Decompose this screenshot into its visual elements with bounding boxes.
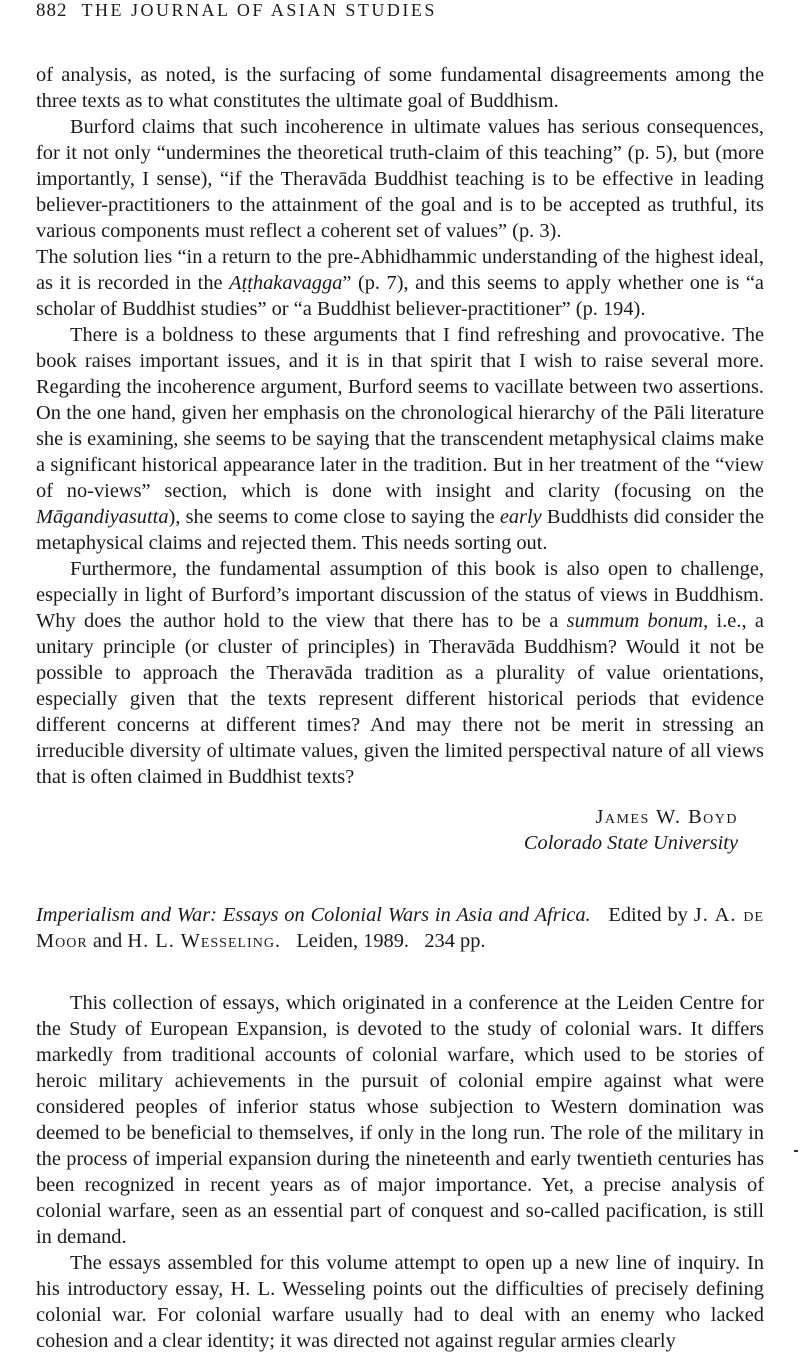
- editor-name: J. A. de Moor: [36, 904, 764, 952]
- margin-mark: [794, 1150, 798, 1152]
- text-run: There is a boldness to these arguments that I find refreshing and provocative. The book raises important issues, and it is in that spirit that I wish to raise several more. Regarding the incoherence argument, Burford seems to vacillate between two assertions. On the one hand, given her emphasis on the chronological hierarchy of the Pāli literature she is examining, she seems to be saying that the transcendent metaphysical claims make a significant historical appearance later in the tradition. But in her treatment of the “view of no-views” section, which is done with insight and clarity (focusing on the: [36, 324, 764, 502]
- italic-title: Aṭṭhakavagga: [229, 272, 343, 294]
- book-title: Imperialism and War: Essays on Colonial Wars in Asia and Africa.: [36, 904, 591, 926]
- paragraph: of analysis, as noted, is the surfacing of some fundamental disagreements among the three texts as to what constitutes the ultimate goal of Buddhism.: [36, 64, 764, 112]
- paragraph: This collection of essays, which originated in a conference at the Leiden Centre for the Study of European Expansion, is devoted to the study of colonial wars. It differs markedly from traditional accounts of colonial warfare, which used to be stories of heroic military achievements in the pursuit of colonial empire against what were considered peoples of inferior status whose subjection to Western domination was deemed to be beneficial to themselves, if only in the long run. The role of the military in the process of imperial expansion during the nineteenth and early twentieth centuries has been recognized in recent years as of major importance. Yet, a precise analysis of colonial warfare, seen as an essential part of conquest and so-called pacification, is still in demand.: [36, 992, 764, 1248]
- review-1-body: [36, 62, 764, 790]
- edited-by: Edited by: [608, 904, 688, 926]
- conjunction: and: [92, 930, 123, 952]
- review-2-body: [36, 990, 764, 1354]
- italic-word: early: [499, 506, 542, 528]
- book-citation: [36, 902, 764, 954]
- text-run: The solution lies “in a return to the pre-Abhidhammic understanding of the highest ideal, as it is recorded in the: [36, 246, 764, 294]
- journal-title: THE JOURNAL OF ASIAN STUDIES: [81, 0, 437, 20]
- running-header: [36, 0, 437, 22]
- italic-term: summum bonum: [566, 610, 704, 632]
- text-run: , i.e., a unitary principle (or cluster of principles) in Theravāda Buddhism? Would it not be possible to approach the Theravāda tradition as a plurality of value orientations, especially given that the texts represent different historical periods that evidence different concerns at different times? And may there not be merit in stressing an irreducible diversity of ultimate values, given the limited perspectival nature of all views that is often claimed in Buddhist texts?: [36, 610, 764, 788]
- page-count: 234 pp.: [424, 930, 486, 952]
- reviewer-name: James W. Boyd: [595, 806, 738, 828]
- text-run: Buddhists did consider the metaphysical claims and rejected them. This needs sorting out.: [36, 506, 764, 554]
- text-run: Furthermore, the fundamental assumption of this book is also open to challenge, especially in light of Burford’s important discussion of the status of views in Buddhism. Why does the author hold to the view that there has to be a: [36, 558, 764, 632]
- page-number: 882: [36, 0, 68, 21]
- publication-info: Leiden, 1989.: [296, 930, 410, 952]
- paragraph: [36, 556, 764, 790]
- reviewer-affiliation: Colorado State University: [523, 832, 738, 854]
- italic-title: Māgandiyasutta: [36, 506, 169, 528]
- paragraph: [36, 244, 764, 322]
- text-run: ), she seems to come close to saying the: [168, 506, 500, 528]
- paragraph: Burford claims that such incoherence in ultimate values has serious consequences, for it not only “undermines the theoretical truth-claim of this teaching” (p. 5), but (more importantly, I sense), “if the Theravāda Buddhist teaching is to be effective in leading believer-practitioners to the attainment of the goal and is to be accepted as truthful, its various components must reflect a coherent set of values” (p. 3).: [36, 116, 764, 242]
- paragraph: [36, 322, 764, 556]
- editor-name: H. L. Wesseling.: [127, 930, 282, 952]
- citation-line: [36, 902, 764, 954]
- paragraph: The essays assembled for this volume attempt to open up a new line of inquiry. In his introductory essay, H. L. Wesseling points out the difficulties of precisely defining colonial war. For colonial warfare usually had to deal with an enemy who lacked cohesion and a clear identity; it was directed not against regular armies clearly: [36, 1252, 764, 1352]
- text-run: ” (p. 7), and this seems to apply whether one is “a scholar of Buddhist studies” or “a Buddhist believer-practitioner” (p. 194).: [36, 272, 764, 320]
